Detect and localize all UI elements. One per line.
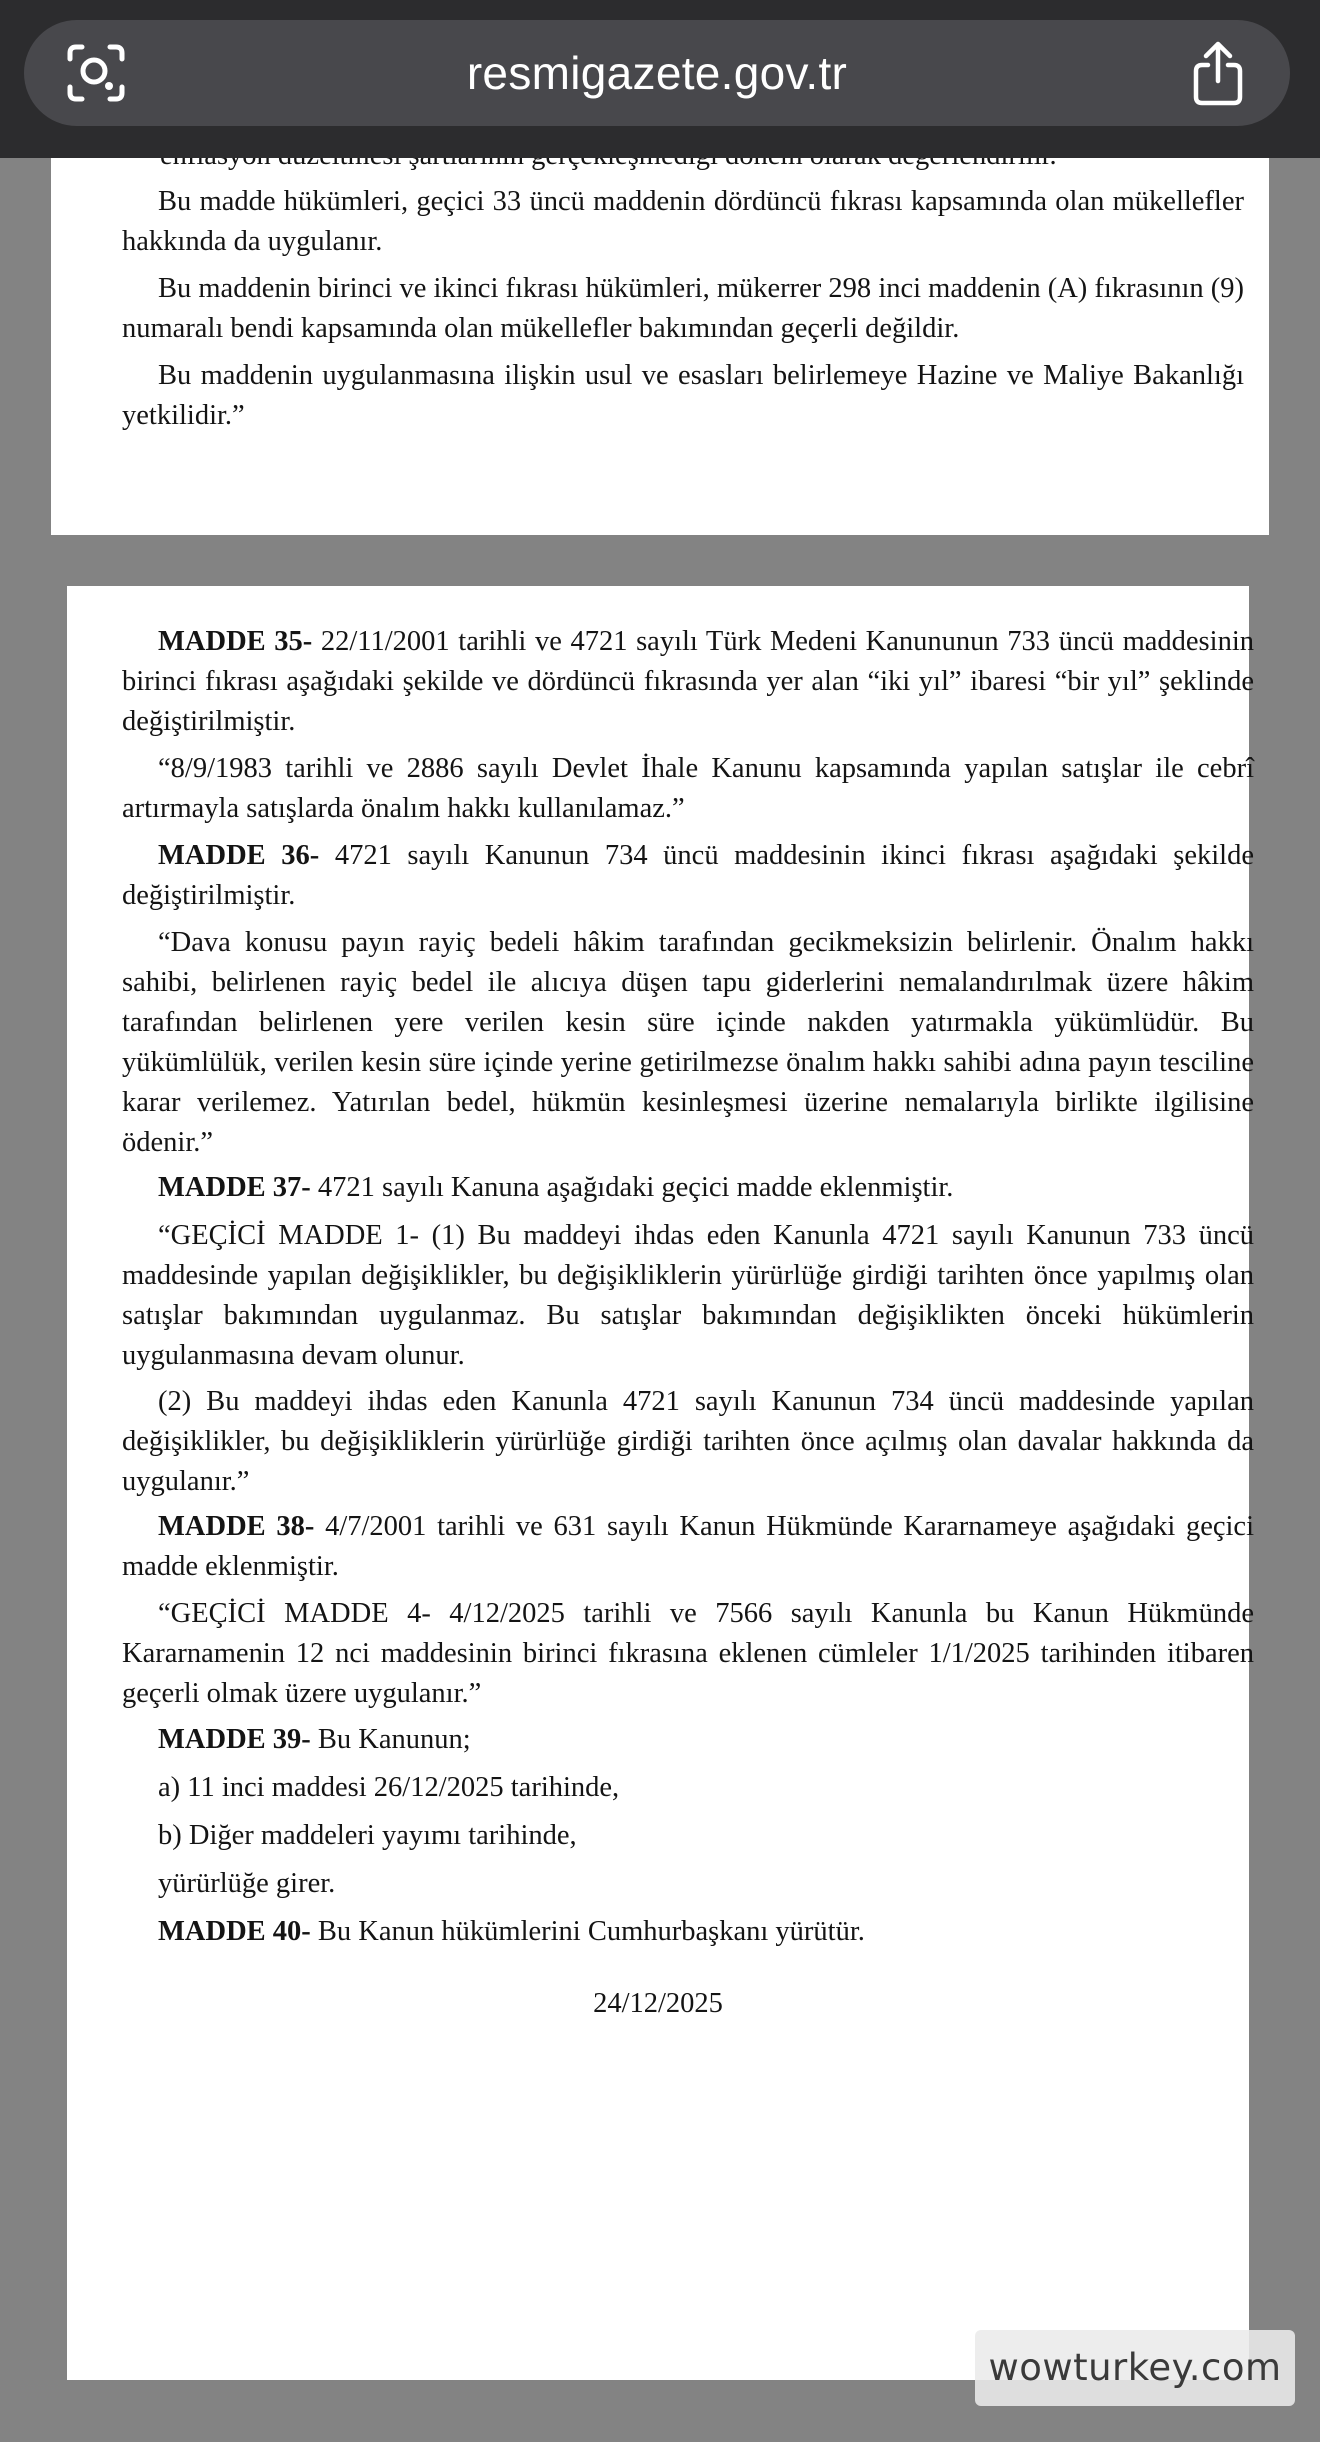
article-40 xyxy=(122,1912,1254,1952)
article-35 xyxy=(122,622,1254,742)
paragraph: Bu maddenin birinci ve ikinci fıkrası hükümleri, mükerrer 298 inci maddenin (A) fıkrasının (9) numaralı bendi kapsamında olan mükellefler bakımından geçerli değildir. xyxy=(122,273,1244,344)
article-text: 4/7/2001 tarihli ve 631 sayılı Kanun Hükmünde Kararnameye aşağıdaki geçici madde eklenmiştir. xyxy=(122,1511,1254,1582)
article-heading: MADDE 40- xyxy=(158,1916,311,1947)
article-38 xyxy=(122,1507,1254,1587)
share-icon[interactable] xyxy=(1186,39,1250,107)
document-page-1 xyxy=(51,158,1269,535)
article-text: 22/11/2001 tarihli ve 4721 sayılı Türk Medeni Kanununun 733 üncü maddesinin birinci fıkrası aşağıdaki şekilde ve dördüncü fıkrasında yer alan “iki yıl” ibaresi “bir yıl” şeklinde değiştirilmiştir. xyxy=(122,626,1254,737)
document-page-2 xyxy=(67,586,1254,2380)
article-heading: MADDE 39- xyxy=(158,1724,311,1755)
article-heading: MADDE 35- xyxy=(158,626,313,657)
address-bar[interactable] xyxy=(24,20,1290,126)
quoted-paragraph: (2) Bu maddeyi ihdas eden Kanunla 4721 sayılı Kanunun 734 üncü maddesinde yapılan değişiklikler, bu değişikliklerin yürürlüğe girdiği tarihten önce açılmış olan davalar hakkında da uygulanır.” xyxy=(122,1386,1254,1497)
url-text: resmigazete.gov.tr xyxy=(466,47,848,99)
quoted-paragraph: “8/9/1983 tarihli ve 2886 sayılı Devlet İhale Kanunu kapsamında yapılan satışlar ile cebrî artırmayla satışlarda önalım hakkı kullanılamaz.” xyxy=(122,753,1254,824)
watermark: wowturkey.com xyxy=(975,2330,1295,2406)
article-36 xyxy=(122,836,1254,916)
article-text: Bu Kanunun; xyxy=(310,1724,471,1755)
article-text: Bu Kanun hükümlerini Cumhurbaşkanı yürütür. xyxy=(310,1916,865,1947)
browser-toolbar xyxy=(0,0,1320,158)
article-heading: MADDE 38- xyxy=(158,1511,315,1542)
quoted-paragraph: “Dava konusu payın rayiç bedeli hâkim tarafından gecikmeksizin belirlenir. Önalım hakkı sahibi, belirlenen rayiç bedel ile alıcıya düşen tapu giderlerini nemalandırılmak üzere hâkim tarafından belirlenen yere verilen kesin süre içinde nakden yatırmakla yükümlüdür. Bu yükümlülük, verilen kesin süre içinde yerine getirilmezse önalım hakkı sahibi adına payın tesciline karar verilemez. Yatırılan bedel, hükmün kesinleşmesi üzerine nemalarıyla birlikte ilgilisine ödenir.” xyxy=(122,927,1254,1158)
quoted-paragraph: “GEÇİCİ MADDE 1- (1) Bu maddeyi ihdas eden Kanunla 4721 sayılı Kanunun 733 üncü maddesinde yapılan değişiklikler, bu değişikliklerin yürürlüğe girdiği tarihten önce yapılmış olan satışlar bakımından uygulanmaz. Bu satışlar bakımından değişiklikten önceki hükümlerin uygulanmasına devam olunur. xyxy=(122,1220,1254,1371)
paragraph: Bu madde hükümleri, geçici 33 üncü maddenin dördüncü fıkrası kapsamında olan mükellefler hakkında da uygulanır. xyxy=(122,186,1244,257)
article-heading: MADDE 37- xyxy=(158,1172,311,1203)
article-37 xyxy=(122,1168,1254,1208)
paragraph: Bu maddenin uygulanmasına ilişkin usul ve esasları belirlemeye Hazine ve Maliye Bakanlığı yetkilidir.” xyxy=(122,360,1244,431)
article-text: 4721 sayılı Kanuna aşağıdaki geçici madde eklenmiştir. xyxy=(310,1172,954,1203)
date-line: 24/12/2025 xyxy=(593,1988,723,2019)
article-39 xyxy=(122,1720,1254,1760)
paragraph: yürürlüğe girer. xyxy=(158,1868,336,1899)
list-item: a) 11 inci maddesi 26/12/2025 tarihinde, xyxy=(158,1772,620,1803)
quoted-paragraph: “GEÇİCİ MADDE 4- 4/12/2025 tarihli ve 7566 sayılı Kanunla bu Kanun Hükmünde Kararnamenin 12 nci maddesinin birinci fıkrasına eklenen cümleler 1/1/2025 tarihinden itibaren geçerli olmak üzere uygulanır.” xyxy=(122,1598,1254,1709)
list-item: b) Diğer maddeleri yayımı tarihinde, xyxy=(158,1820,577,1851)
article-text: 4721 sayılı Kanunun 734 üncü maddesinin ikinci fıkrası aşağıdaki şekilde değiştirilmiştir. xyxy=(122,840,1254,911)
article-heading: MADDE 36- xyxy=(158,840,320,871)
